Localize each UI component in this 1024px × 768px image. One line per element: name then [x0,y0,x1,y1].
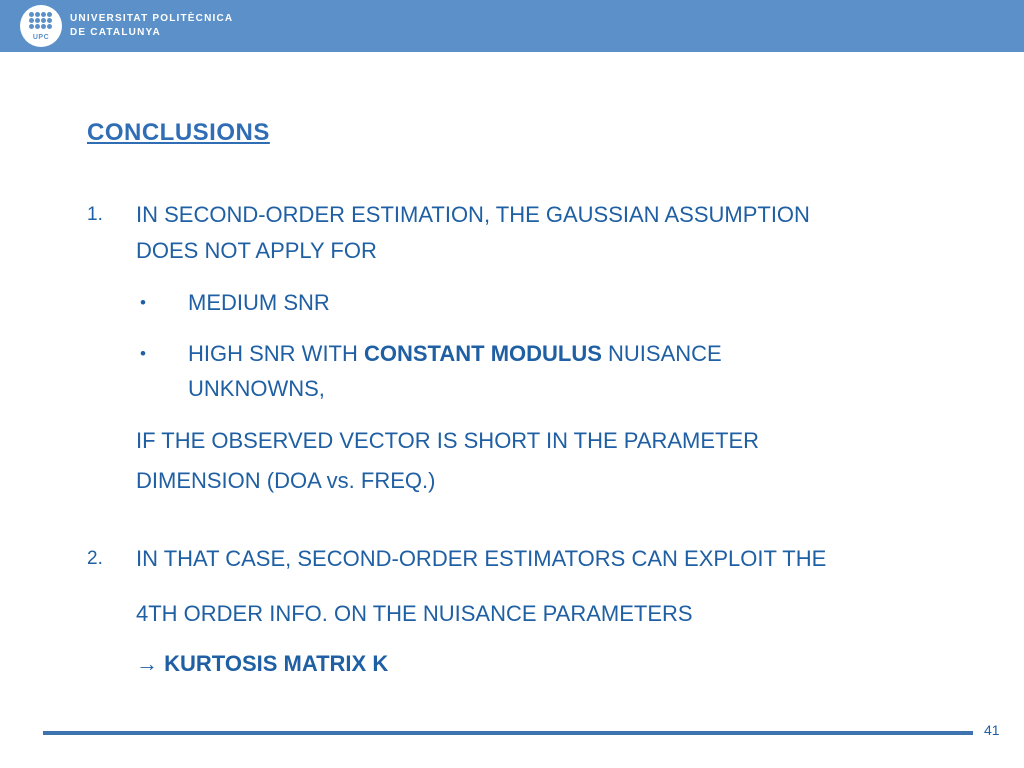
condition-line-2: DIMENSION (DOA vs. FREQ.) [136,468,436,493]
bullet-2-text-after: NUISANCE [601,341,722,366]
bullet-2-text-bold: CONSTANT MODULUS [364,341,602,366]
arrow-right-icon: → [136,651,158,676]
slide-title: CONCLUSIONS [87,119,270,146]
item-2-line-2: 4TH ORDER INFO. ON THE NUISANCE PARAMETERS [136,601,693,626]
bullet-2-text [188,341,722,367]
result-line [136,651,388,677]
item-1-line-1: IN SECOND-ORDER ESTIMATION, THE GAUSSIAN ASSUMPTION [136,202,810,227]
item-1-line-2: DOES NOT APPLY FOR [136,238,377,263]
condition-line-1: IF THE OBSERVED VECTOR IS SHORT IN THE PARAMETER [136,428,760,453]
page-number: 41 [984,722,1000,738]
bullet-2-text-line-2: UNKNOWNS, [188,376,325,401]
bullet-2-symbol: • [140,344,146,363]
item-2-line-1: IN THAT CASE, SECOND-ORDER ESTIMATORS CAN EXPLOIT THE [136,546,827,571]
university-name-line1: UNIVERSITAT POLITÈCNICA [70,13,234,24]
result-text: KURTOSIS MATRIX K [164,651,389,676]
bullet-2-text-before: HIGH SNR WITH [188,341,364,366]
item-2-number: 2. [87,548,103,569]
header-bar [0,0,1024,52]
upc-logo-icon [20,5,62,47]
bullet-1-symbol: • [140,293,146,312]
university-name [70,12,233,40]
logo-abbreviation: UPC [32,34,50,41]
bullet-1-text: MEDIUM SNR [188,290,330,315]
university-name-line2: DE CATALUNYA [70,27,161,38]
footer-divider [43,731,973,735]
item-1-number: 1. [87,204,103,225]
